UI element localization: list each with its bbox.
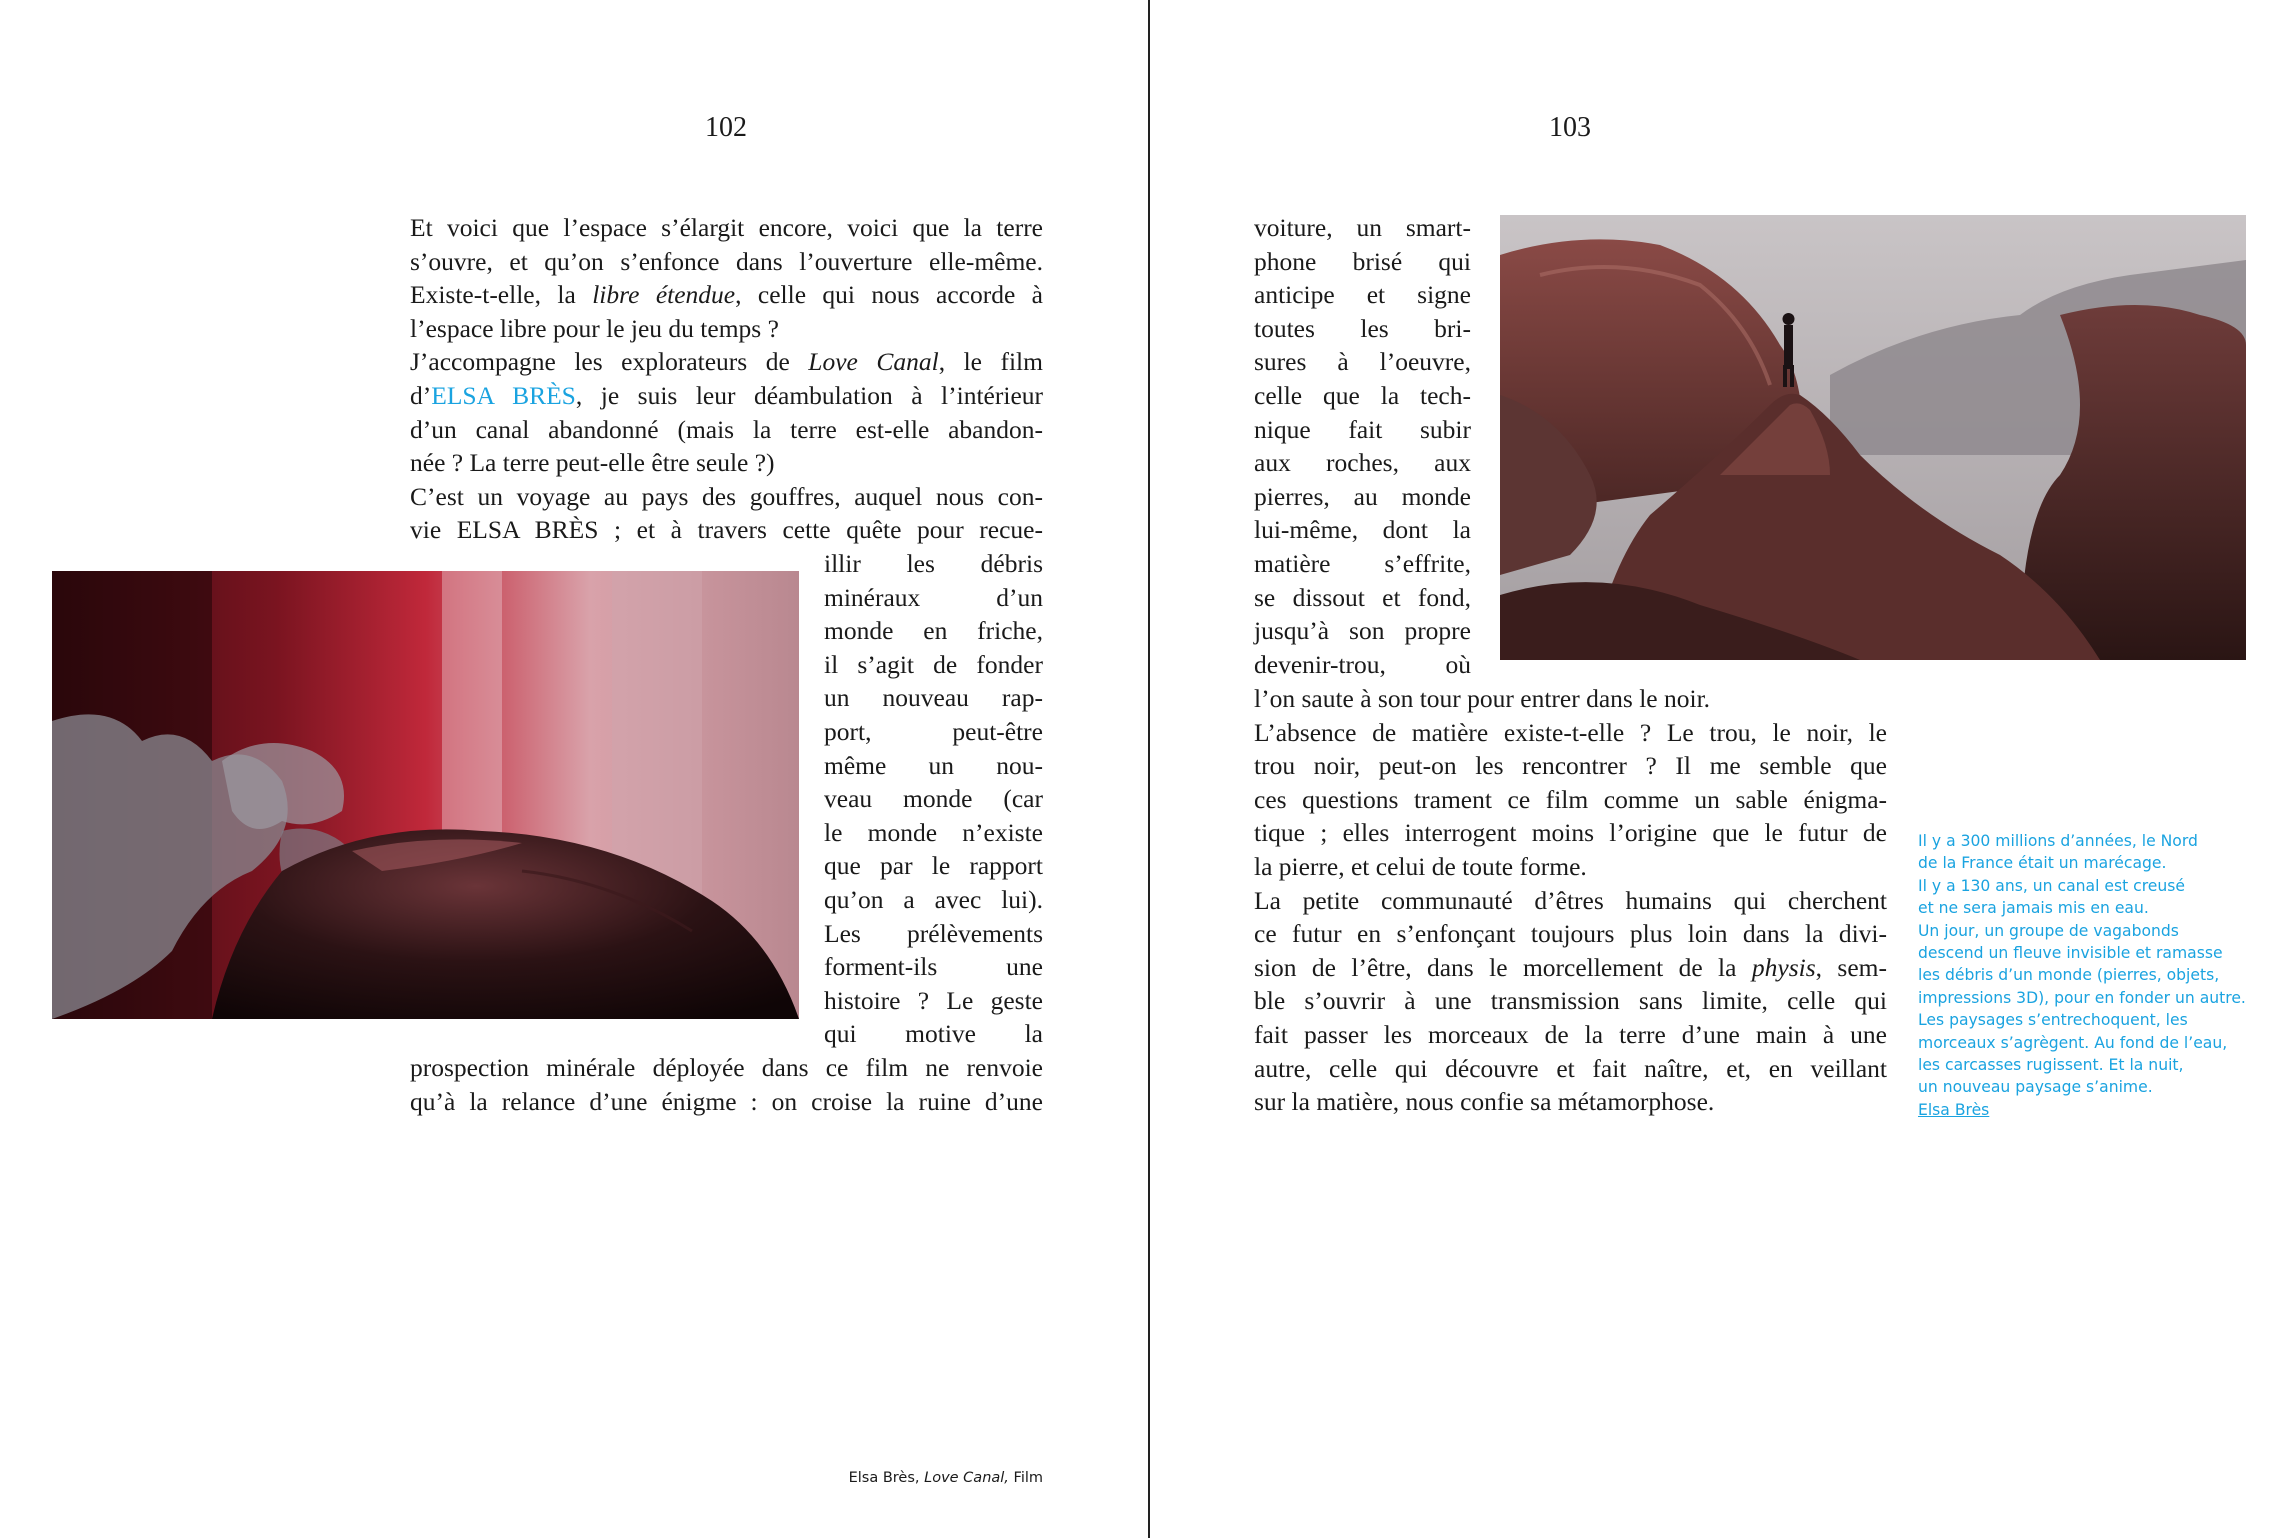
text-line: voiture, un smart- [1254, 213, 1471, 242]
text-line: qu’à la relance d’une énigme : on croise la ruine d’une [410, 1086, 1043, 1116]
text-line: vie ELSA BRÈS ; et à travers cette quête pour recue- [410, 515, 1043, 545]
text-line: ce futur en s’enfonçant toujours plus loin dans la divi- [1254, 919, 1887, 949]
text-line: que par le rapport [824, 851, 1043, 881]
text-line: la pierre, et celui de toute forme. [1254, 851, 1587, 881]
text-line: celle que la tech- [1254, 380, 1471, 410]
left-page-wrapped-text [824, 547, 1043, 1051]
text-line: fait passer les morceaux de la terre d’une main à une [1254, 1019, 1887, 1049]
text-line: d’ELSA BRÈS, je suis leur déambulation à l’intérieur [410, 380, 1044, 410]
author-link[interactable]: ELSA BRÈS [431, 380, 576, 410]
image-red-rock [52, 571, 799, 1019]
text-line: ble s’ouvrir à une transmission sans limite, celle qui [1254, 986, 1887, 1016]
left-page-top-text [410, 211, 1043, 547]
text-line: lui-même, dont la [1254, 515, 1471, 545]
sidenote-line: descend un fleuve invisible et ramasse [1918, 944, 2223, 963]
text-line: matière s’effrite, [1254, 548, 1471, 578]
text-line: minéraux d’un [824, 582, 1043, 612]
text-line: sion de l’être, dans le morcellement de la physis, sem- [1254, 952, 1888, 982]
text-line: qu’on a avec lui). [824, 884, 1043, 914]
text-line: née ? La terre peut-elle être seule ?) [410, 448, 775, 478]
text-line: histoire ? Le geste [824, 985, 1043, 1015]
right-page-wrapped-text [1254, 211, 1471, 681]
text-line: l’espace libre pour le jeu du temps ? [410, 313, 779, 343]
text-line: Et voici que l’espace s’élargit encore, voici que la terre [410, 213, 1043, 242]
text-line: ces questions trament ce film comme un sable énigma- [1254, 784, 1887, 814]
text-line: jusqu’à son propre [1254, 616, 1471, 646]
text-line: veau monde (car [824, 784, 1043, 814]
page-gutter-divider [1148, 0, 1150, 1538]
text-line: s’ouvre, et qu’on s’enfonce dans l’ouverture elle-même. [410, 246, 1043, 276]
text-line: trou noir, peut-on les rencontrer ? Il me semble que [1254, 751, 1887, 781]
text-line: autre, celle qui découvre et fait naître, et, en veillant [1254, 1053, 1887, 1083]
text-line: monde en friche, [824, 616, 1043, 646]
page-number-left: 102 [705, 112, 747, 143]
sidenote-signature-link[interactable]: Elsa Brès [1918, 1100, 1990, 1119]
text-line: illir les débris [824, 549, 1043, 578]
text-line: il s’agit de fonder [824, 649, 1043, 679]
sidenote-line: les débris d’un monde (pierres, objets, [1918, 966, 2220, 985]
text-line: toutes les bri- [1254, 313, 1471, 343]
right-page-main-text [1254, 682, 1887, 1119]
text-line: même un nou- [824, 750, 1043, 780]
left-page-bottom-text [410, 1051, 1043, 1118]
text-line: Les prélèvements [824, 918, 1043, 948]
text-line: devenir-trou, où [1254, 649, 1471, 679]
text-line: L’absence de matière existe-t-elle ? Le trou, le noir, le [1254, 717, 1887, 747]
text-line: phone brisé qui [1254, 246, 1471, 276]
sidenote-line: et ne sera jamais mis en eau. [1918, 899, 2149, 918]
text-line: nique fait subir [1254, 414, 1471, 444]
text-line: un nouveau rap- [824, 683, 1043, 713]
text-line: aux roches, aux [1254, 448, 1471, 478]
image-caption: Elsa Brès, Love Canal, Film [848, 1470, 1043, 1486]
sidenote-line: Il y a 300 millions d’années, le Nord [1918, 832, 2198, 850]
sidenote-line: morceaux s’agrègent. Au fond de l’eau, [1918, 1033, 2228, 1052]
film-still-explorer-on-rocks [1500, 215, 2246, 660]
text-line: pierres, au monde [1254, 481, 1471, 511]
image-landscape [1500, 215, 2246, 660]
text-line: prospection minérale déployée dans ce film ne renvoie [410, 1053, 1043, 1082]
text-line: Existe-t-elle, la libre étendue, celle qui nous accorde à [410, 280, 1043, 310]
sidenote-line: Les paysages s’entrechoquent, les [1918, 1011, 2188, 1030]
text-line: sures à l’oeuvre, [1254, 347, 1471, 377]
text-line: tique ; elles interrogent moins l’origine que le futur de [1254, 818, 1887, 848]
sidenote-line: impressions 3D), pour en fonder un autre. [1918, 988, 2246, 1007]
sidenote-line: un nouveau paysage s’anime. [1918, 1078, 2153, 1097]
sidenote-line: Il y a 130 ans, un canal est creusé [1918, 876, 2185, 895]
text-line: La petite communauté d’êtres humains qui cherchent [1254, 885, 1887, 915]
text-line: se dissout et fond, [1254, 582, 1471, 612]
sidenote-synopsis [1918, 830, 2248, 1121]
text-line: C’est un voyage au pays des gouffres, auquel nous con- [410, 481, 1043, 511]
sidenote-line: Un jour, un groupe de vagabonds [1918, 921, 2179, 940]
page-number-right: 103 [1549, 112, 1591, 143]
film-still-red-minerals [52, 571, 799, 1019]
text-line: anticipe et signe [1254, 280, 1471, 310]
text-line: port, peut-être [824, 716, 1043, 746]
text-line: le monde n’existe [824, 817, 1043, 847]
sidenote-line: de la France était un marécage. [1918, 854, 2167, 873]
text-line: l’on saute à son tour pour entrer dans le noir. [1254, 684, 1711, 713]
text-line: d’un canal abandonné (mais la terre est-elle abandon- [410, 414, 1043, 444]
text-line: qui motive la [824, 1019, 1043, 1049]
text-line: J’accompagne les explorateurs de Love Canal, le film [410, 347, 1043, 377]
sidenote-line: les carcasses rugissent. Et la nuit, [1918, 1056, 2184, 1075]
text-line: sur la matière, nous confie sa métamorphose. [1254, 1087, 1715, 1117]
text-line: forment-ils une [824, 952, 1043, 982]
